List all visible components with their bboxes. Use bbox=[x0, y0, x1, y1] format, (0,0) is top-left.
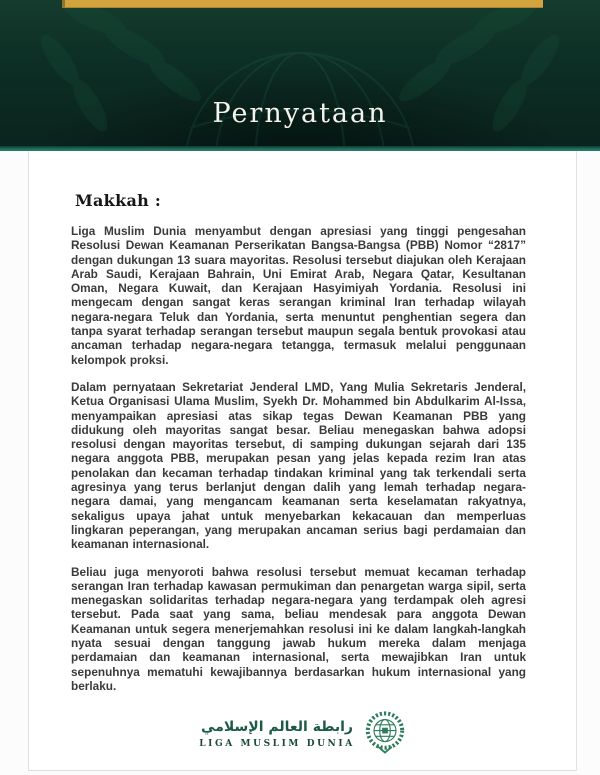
statement-paragraph-2: Dalam pernyataan Sekretariat Jenderal LMD, Yang Mulia Sekretaris Jenderal, Ketua Organisasi Ulama Muslim, Syekh Dr. Mohammed bin Abdulkarim Al-Issa, menyampaikan apresiasi atas sikap tegas Dewan Keamanan PBB yang didukung oleh mayoritas sangat besar. Beliau menegaskan bahwa adopsi resolusi dengan mayoritas tersebut, di samping dukungan sejarah dari 135 negara anggota PBB, merupakan pesan yang jelas kepada rezim Iran atas penolakan dan kecaman terhadap tindakan kriminal yang tak terkendali serta agresinya yang terus berlanjut dengan dalih yang lemah terhadap negara-negara damai, yang mengancam keamanan serta keselamatan rakyatnya, sekaligus upaya jahat untuk menyebarkan kekacauan dan memperluas lingkaran peperangan, yang merupakan ancaman serius bagi perdamaian dan keamanan internasional. bbox=[71, 379, 526, 552]
logo-caption: LIGA MUSLIM DUNIA bbox=[199, 738, 355, 749]
document-header bbox=[0, 0, 600, 146]
logo-text-block bbox=[199, 717, 355, 749]
statement-paragraph-3: Beliau juga menyoroti bahwa resolusi tersebut memuat kecaman terhadap serangan Iran terhadap kawasan permukiman dan penargetan warga sipil, serta menegaskan solidaritas terhadap negara-negara yang terdampak oleh agresi tersebut. Pada saat yang sama, beliau mendesak para anggota Dewan Keamanan untuk segera menerjemahkan resolusi ini ke dalam langkah-langkah nyata sesuai dengan tanggung jawab hukum mereka dalam menjaga perdamaian dan keamanan internasional, serta mewajibkan Iran untuk sepenuhnya mematuhi kewajibannya berdasarkan hukum internasional yang berlaku. bbox=[71, 564, 526, 693]
dateline-heading: Makkah : bbox=[75, 191, 162, 210]
organization-logo bbox=[29, 709, 576, 756]
statement-paragraph-1: Liga Muslim Dunia menyambut dengan apresiasi yang tinggi pengesahan Resolusi Dewan Keamanan Perserikatan Bangsa-Bangsa (PBB) Nomor “2817” dengan dukungan 13 suara mayoritas. Resolusi tersebut diajukan oleh Kerajaan Arab Saudi, Kerajaan Bahrain, Uni Emirat Arab, Negara Qatar, Kesultanan Oman, Negara Kuwait, dan Kerajaan Hasyimiyah Yordania. Resolusi ini mengecam dengan sangat keras serangan kriminal Iran terhadap wilayah negara-negara Teluk dan Yordania, serta menuntut penghentian segera dan tanpa syarat terhadap serangan tersebut maupun segala bentuk provokasi atau ancaman terhadap negara-negara tetangga, termasuk melalui penggunaan kelompok proksi. bbox=[71, 224, 526, 367]
gold-accent-bar bbox=[62, 0, 543, 8]
page-title: Pernyataan bbox=[212, 98, 388, 129]
globe-wreath-emblem-icon bbox=[364, 709, 406, 756]
logo-arabic-calligraphy: رابطة العالم الإسلامي bbox=[201, 718, 353, 735]
statement-body bbox=[28, 151, 577, 771]
